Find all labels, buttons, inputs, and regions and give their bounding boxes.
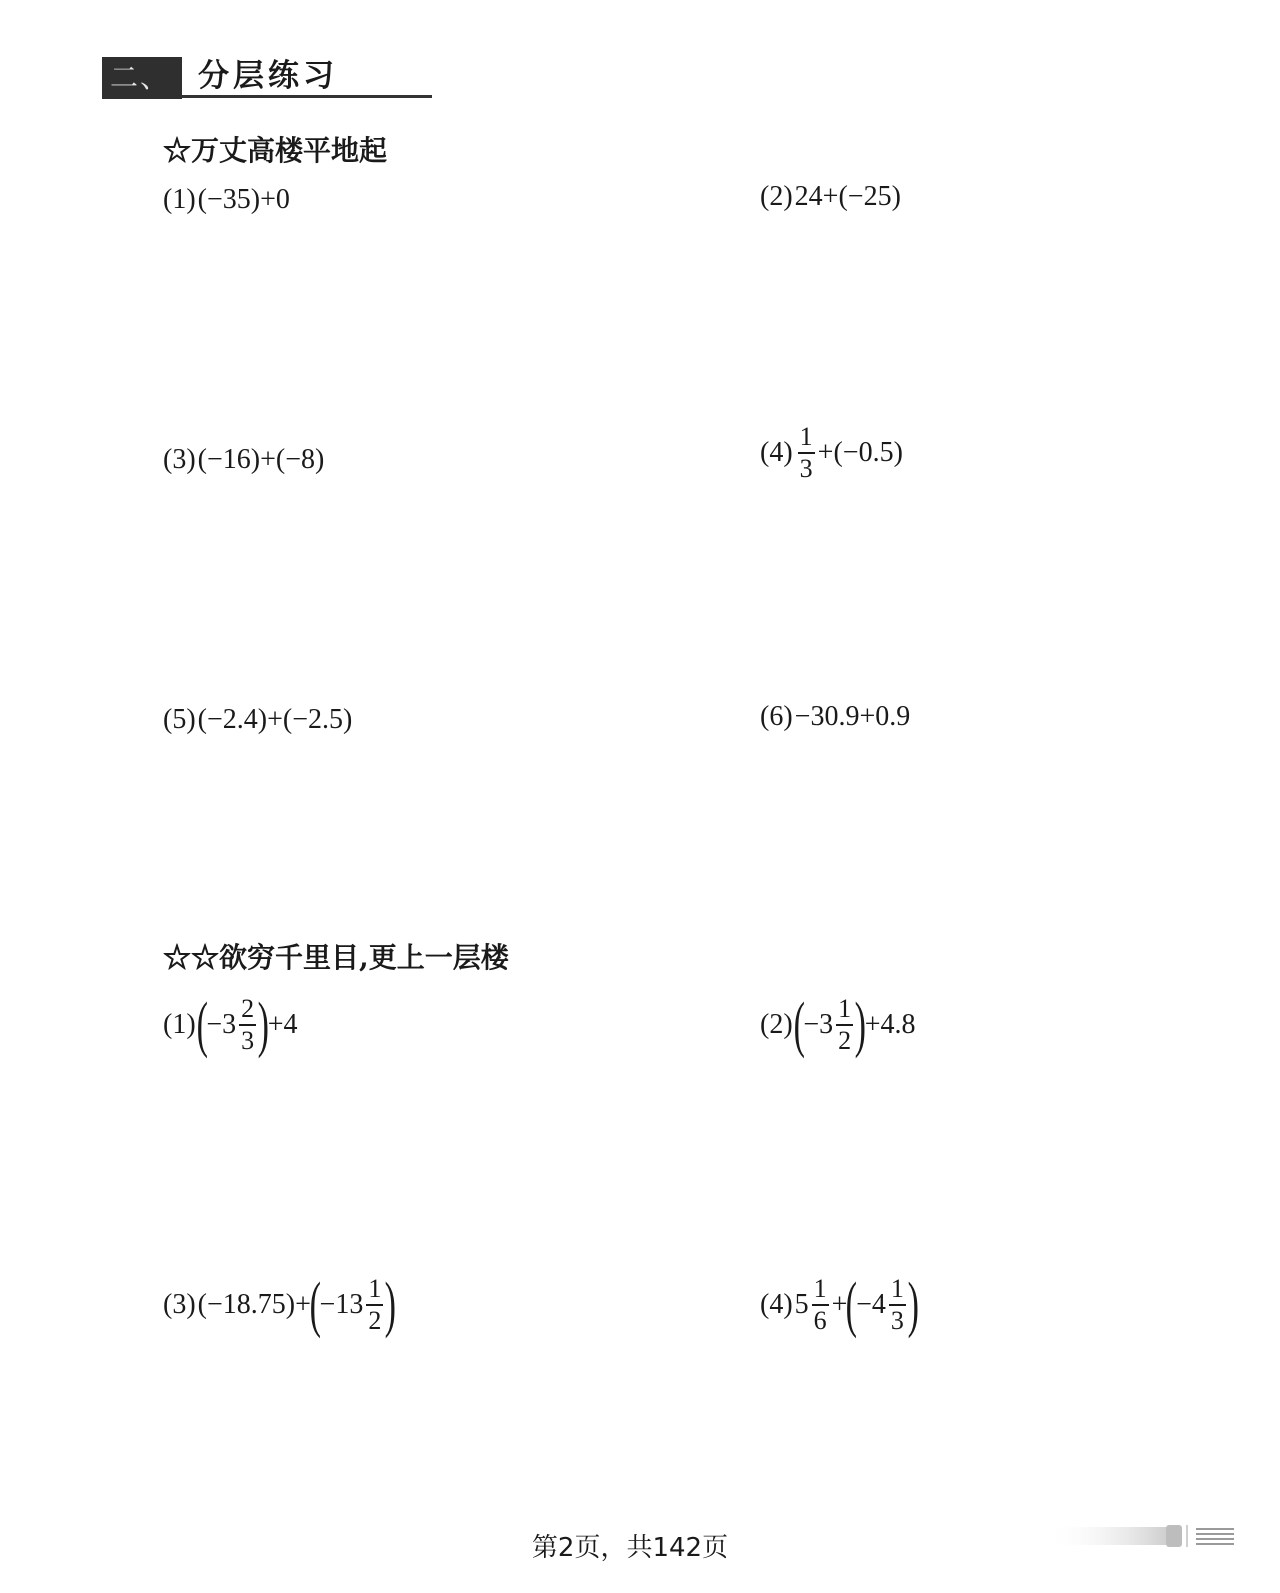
problem-number: (3) [163,444,196,475]
fraction-numerator: 1 [813,1274,827,1303]
fraction-numerator: 1 [838,994,852,1023]
big-paren-open: ( [309,1271,321,1339]
fraction-numerator: 1 [890,1274,904,1303]
section-number-box [102,57,182,99]
problem-expression: (−35)+0 [197,184,290,215]
problem-integer-part: 5 [794,1289,809,1320]
big-paren-open: ( [793,991,805,1059]
big-paren-close: ) [384,1271,397,1339]
fraction-denominator: 3 [799,454,813,483]
fraction-denominator: 3 [241,1026,255,1055]
problem-expression: +4.8 [864,1009,916,1040]
fraction-denominator: 2 [368,1306,382,1335]
level2-problem-3 [163,1271,397,1339]
level2-problem-2 [760,991,916,1059]
problem-number: (4) [760,1289,793,1320]
section-title: 分层练习 [198,58,338,94]
problem-expression: +(−0.5) [817,437,903,468]
fraction [836,996,853,1054]
problem-expression: (−2.4)+(−2.5) [197,704,353,735]
problem-expression: +4 [267,1009,298,1040]
problem-expression: (−16)+(−8) [197,444,325,475]
level1-problem-3 [163,443,324,477]
fraction-denominator: 2 [838,1026,852,1055]
problem-expression: (−18.75)+ [197,1289,311,1320]
problem-number: (3) [163,1289,196,1320]
fraction-denominator: 3 [890,1306,904,1335]
fraction [798,424,815,482]
section-number: 二、 [110,61,171,94]
problem-integer-part: −3 [206,1009,237,1040]
problem-number: (1) [163,1009,196,1040]
level2-heading: ☆☆欲穷千里目,更上一层楼 [163,941,509,974]
fraction-denominator: 6 [813,1306,827,1335]
problem-integer-part: −13 [319,1289,364,1320]
fraction [239,996,256,1054]
fraction-numerator: 1 [368,1274,382,1303]
level1-heading: ☆万丈高楼平地起 [163,134,388,167]
scroll-handle-icon[interactable] [1046,1523,1236,1549]
level1-problem-6 [760,700,910,734]
problem-number: (1) [163,184,196,215]
big-paren-open: ( [846,1271,858,1339]
level2-problem-1 [163,991,298,1059]
problem-number: (5) [163,704,196,735]
page-indicator: 第2页，共142页 [531,1533,729,1563]
problem-number: (2) [760,1009,793,1040]
problem-expression: −30.9+0.9 [794,701,911,732]
big-paren-open: ( [196,991,208,1059]
problem-number: (2) [760,181,793,212]
problem-integer-part: −4 [856,1289,886,1320]
problem-number: (6) [760,701,793,732]
problem-integer-part: −3 [803,1009,834,1040]
fraction [889,1276,906,1334]
fraction [366,1276,383,1334]
fraction-numerator: 1 [799,422,813,451]
level1-problem-4 [760,424,903,482]
level1-problem-2 [760,180,901,214]
problem-expression: 24+(−25) [794,181,901,212]
level1-problem-1 [163,183,290,217]
problem-number: (4) [760,437,793,468]
big-paren-close: ) [907,1271,919,1339]
fraction [812,1276,829,1334]
level1-problem-5 [163,703,352,737]
big-paren-close: ) [854,991,867,1059]
fraction-numerator: 2 [241,994,255,1023]
level2-problem-4 [760,1271,919,1339]
problem-operator: + [831,1289,848,1320]
big-paren-close: ) [257,991,270,1059]
